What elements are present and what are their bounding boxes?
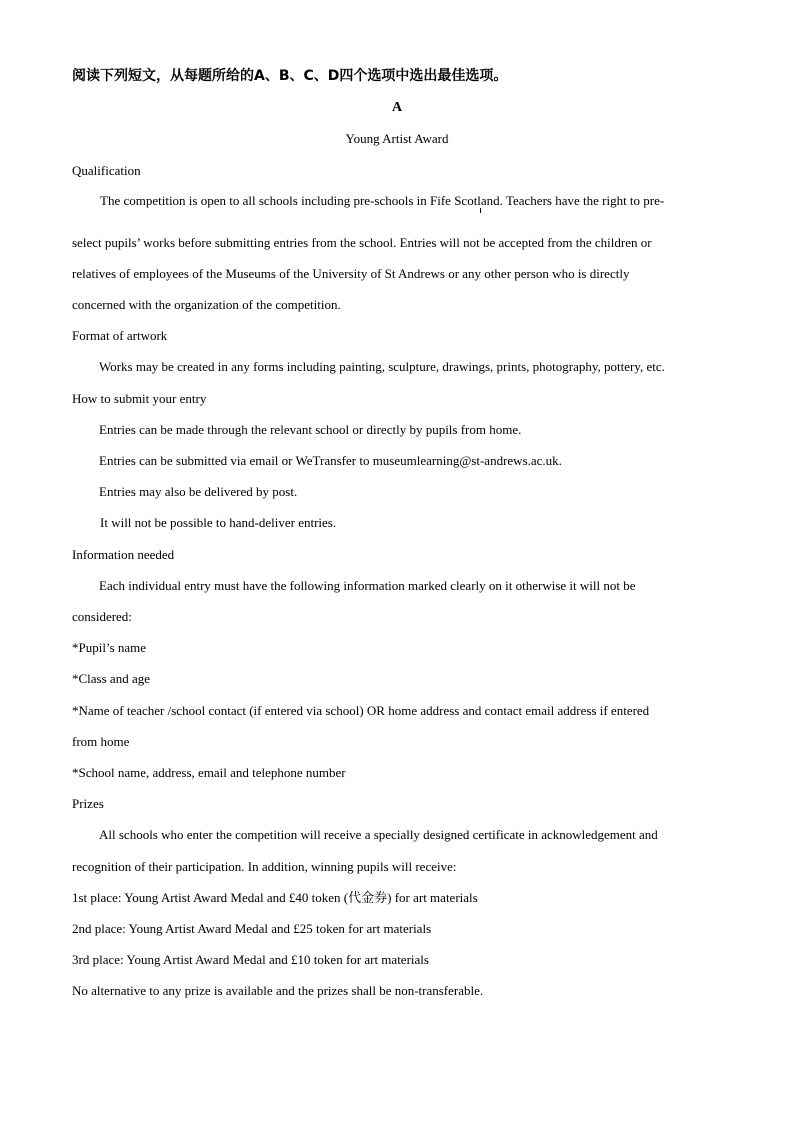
qualification-heading: Qualification xyxy=(72,163,141,178)
format-line-1: Works may be created in any forms including painting, sculpture, drawings, prints, photography, pottery, etc. xyxy=(99,359,665,374)
format-heading: Format of artwork xyxy=(72,328,168,343)
prize-first-place: 1st place: Young Artist Award Medal and £40 token (代金券) for art materials xyxy=(72,890,478,905)
info-item-class-age: *Class and age xyxy=(72,671,150,686)
qualification-line-3: relatives of employees of the Museums of the University of St Andrews or any other person who is directly xyxy=(72,266,630,281)
info-line-2: considered: xyxy=(72,609,132,624)
info-line-1: Each individual entry must have the following information marked clearly on it otherwise it will not be xyxy=(99,578,636,593)
info-item-teacher-contact: *Name of teacher /school contact (if entered via school) OR home address and contact email address if entered xyxy=(72,703,650,718)
qualification-line-1: The competition is open to all schools including pre-schools in Fife Scotland. Teachers have the right to pre- xyxy=(100,193,665,208)
stray-mark xyxy=(480,208,481,213)
qualification-line-4: concerned with the organization of the competition. xyxy=(72,297,341,312)
submit-line-1: Entries can be made through the relevant school or directly by pupils from home. xyxy=(99,422,522,437)
submit-heading: How to submit your entry xyxy=(72,391,207,406)
prizes-line-2: recognition of their participation. In addition, winning pupils will receive: xyxy=(72,859,457,874)
instruction-heading: 阅读下列短文，从每题所给的A、B、C、D四个选项中选出最佳选项。 xyxy=(72,68,508,84)
info-item-school: *School name, address, email and telephone number xyxy=(72,765,346,780)
prizes-heading: Prizes xyxy=(72,796,104,811)
article-title: Young Artist Award xyxy=(345,131,449,146)
prizes-line-1: All schools who enter the competition will receive a specially designed certificate in acknowledgement and xyxy=(99,827,658,842)
prize-third-place: 3rd place: Young Artist Award Medal and £10 token for art materials xyxy=(72,952,429,967)
info-item-pupil-name: *Pupil’s name xyxy=(72,640,147,655)
submit-line-4: It will not be possible to hand-deliver entries. xyxy=(100,515,337,530)
submit-line-3: Entries may also be delivered by post. xyxy=(99,484,298,499)
info-item-teacher-contact-cont: from home xyxy=(72,734,130,749)
qualification-line-2: select pupils’ works before submitting entries from the school. Entries will not be accepted from the children or xyxy=(72,235,652,250)
info-heading: Information needed xyxy=(72,547,175,562)
prizes-note: No alternative to any prize is available and the prizes shall be non-transferable. xyxy=(72,983,484,998)
prize-second-place: 2nd place: Young Artist Award Medal and £25 token for art materials xyxy=(72,921,432,936)
section-letter: A xyxy=(391,100,403,115)
submit-line-2: Entries can be submitted via email or WeTransfer to museumlearning@st-andrews.ac.uk. xyxy=(99,453,562,468)
